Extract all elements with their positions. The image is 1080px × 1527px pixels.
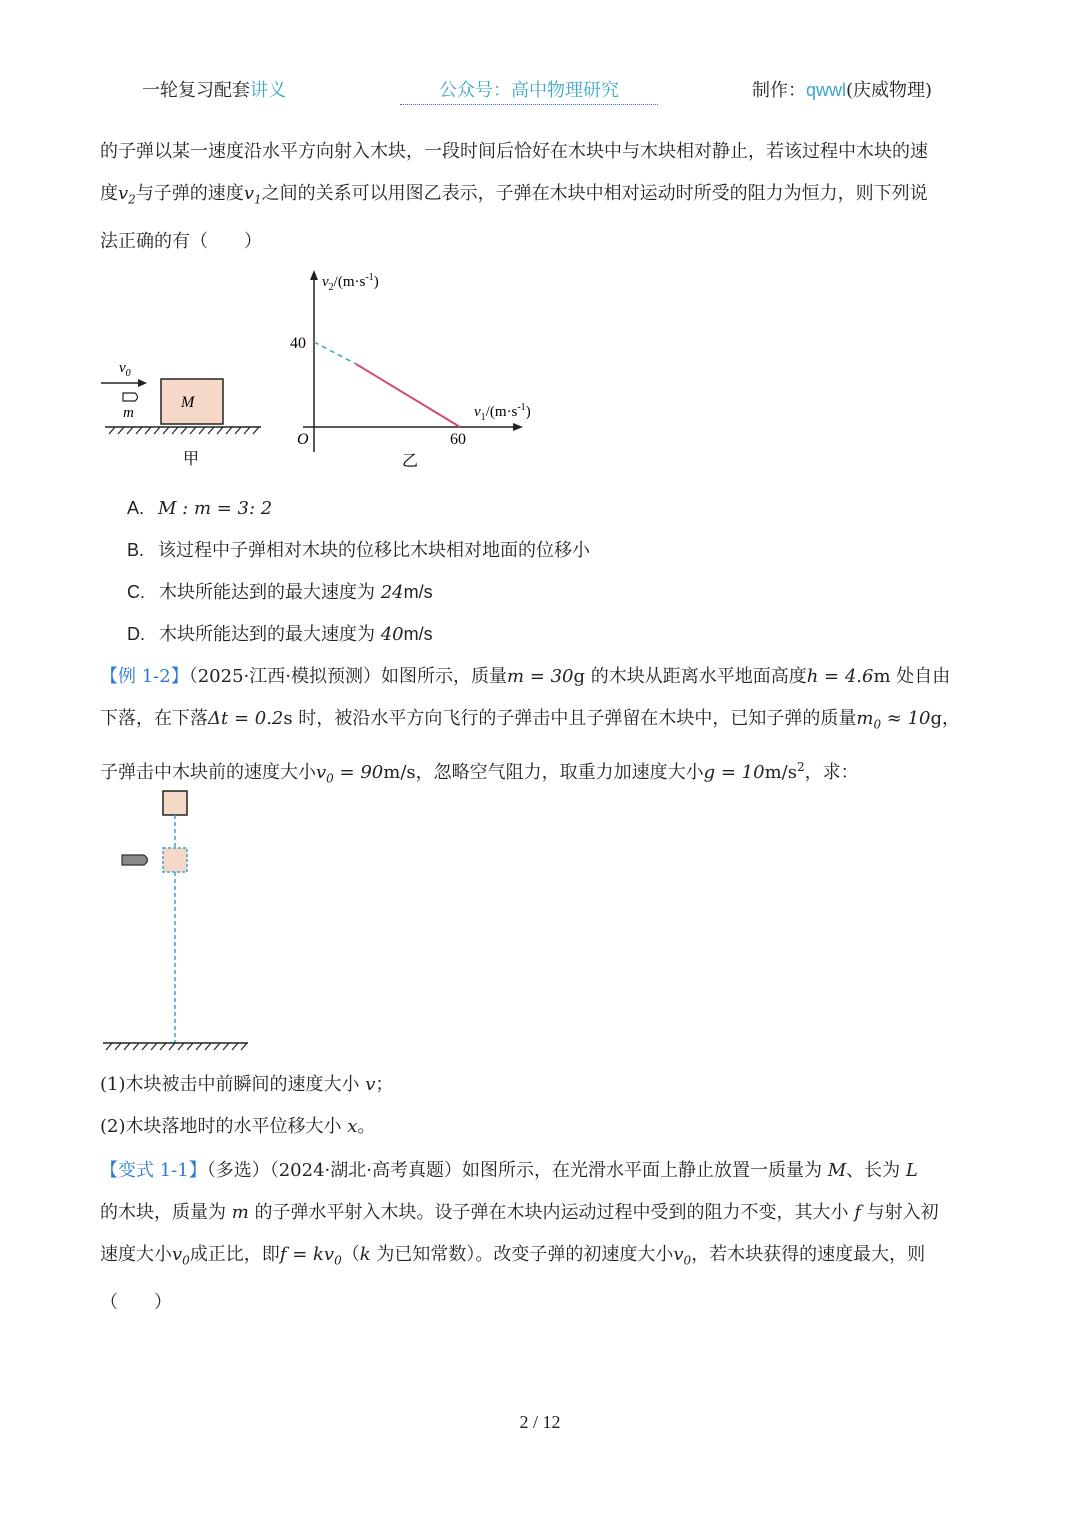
graph-dashed-extension — [314, 342, 356, 364]
bullet-icon — [122, 855, 148, 865]
sub-question-1: (1)木块被击中前瞬间的速度大小 v； — [100, 1074, 394, 1095]
caption-jia: 甲 — [183, 451, 200, 468]
ground-hatch — [106, 1043, 247, 1050]
variant-1-1-line-4: （ ） — [100, 1291, 172, 1313]
y-axis-label: $v_2/(m\cdot s^{-1})$ — [322, 272, 379, 293]
page-header — [0, 76, 1080, 106]
bullet-icon — [123, 393, 138, 401]
graph-data-line — [356, 364, 460, 427]
x-tick-60: 60 — [450, 431, 466, 448]
block-initial — [163, 791, 187, 815]
example-1-2 — [100, 656, 985, 799]
v0-arrowhead — [138, 379, 147, 387]
header-left: 一轮复习配套讲义 — [142, 80, 286, 101]
question-line-1: 的子弹以某一速度沿水平方向射入木块，一段时间后恰好在木块中与木块相对静止，若该过程中木块的速 — [100, 141, 928, 162]
variant-1-1-line-1: 【变式 1-1】（多选）（2024·湖北·高考真题）如图所示，在光滑水平面上静止放置一质量为 M、长为 L — [100, 1160, 918, 1181]
question-line-2: 度$v_2$与子弹的速度$v_1$之间的关系可以用图乙表示，子弹在木块中相对运动时所受的阻力为恒力，则下列说 — [100, 183, 928, 207]
option-c[interactable]: C. 木块所能达到的最大速度为 24m/s — [127, 582, 433, 603]
sub-questions — [100, 1064, 985, 1148]
example-1-2-line-3: 子弹击中木块前的速度大小$v_0 = 90m/s$，忽略空气阻力，取重力加速度大小$g = 10m/s^2$，求： — [100, 759, 859, 786]
y-axis-arrowhead — [310, 270, 318, 280]
variant-1-1-line-3: 速度大小$v_0$成正比，即$f = kv_0(k$ 为已知常数）。改变子弹的初速度大小$v_0$，若木块获得的速度最大，则 — [100, 1244, 926, 1268]
M-label: M — [181, 394, 195, 411]
caption-yi: 乙 — [402, 453, 419, 470]
option-a[interactable]: A. M : m = 3: 2 — [127, 498, 273, 519]
question-text — [100, 131, 985, 263]
figure-jia — [95, 350, 275, 475]
m-label: m — [123, 405, 134, 421]
y-tick-40: 40 — [290, 335, 306, 352]
header-right: 制作：qwwl(庆威物理) — [752, 80, 933, 101]
x-axis-arrowhead — [513, 423, 523, 431]
variant-1-1 — [100, 1150, 985, 1324]
example-1-2-line-1: 【例 1-2】（2025·江西·模拟预测）如图所示，质量m = 30g 的木块从距离水平地面高度h = 4.6m 处自由 — [100, 666, 951, 687]
option-d[interactable]: D. 木块所能达到的最大速度为 40m/s — [127, 624, 433, 645]
x-axis-label: $v_1/(m\cdot s^{-1})$ — [474, 402, 531, 423]
example-1-2-line-2: 下落，在下落Δt = 0.2s 时，被沿水平方向飞行的子弹击中且子弹留在木块中，已知子弹的质量$m_0 \approx 10g$， — [100, 708, 961, 732]
block-hit-position — [163, 848, 187, 872]
header-center-link[interactable]: 公众号：高中物理研究 — [400, 76, 658, 105]
page-number: 2 / 12 — [519, 1412, 561, 1432]
question-line-3: 法正确的有（ ） — [100, 230, 262, 252]
sub-question-2: (2)木块落地时的水平位移大小 x。 — [100, 1116, 376, 1137]
v0-label: $v_0$ — [119, 360, 131, 379]
figure-falling-block — [100, 785, 260, 1060]
option-b[interactable]: B. 该过程中子弹相对木块的位移比木块相对地面的位移小 — [127, 540, 591, 561]
variant-1-1-line-2: 的木块，质量为 m 的子弹水平射入木块。设子弹在木块内运动过程中受到的阻力不变，其大小 f 与射入初 — [100, 1202, 939, 1223]
origin-label: O — [297, 431, 309, 448]
ground-hatch — [109, 427, 259, 434]
figure-yi-graph — [285, 262, 565, 477]
